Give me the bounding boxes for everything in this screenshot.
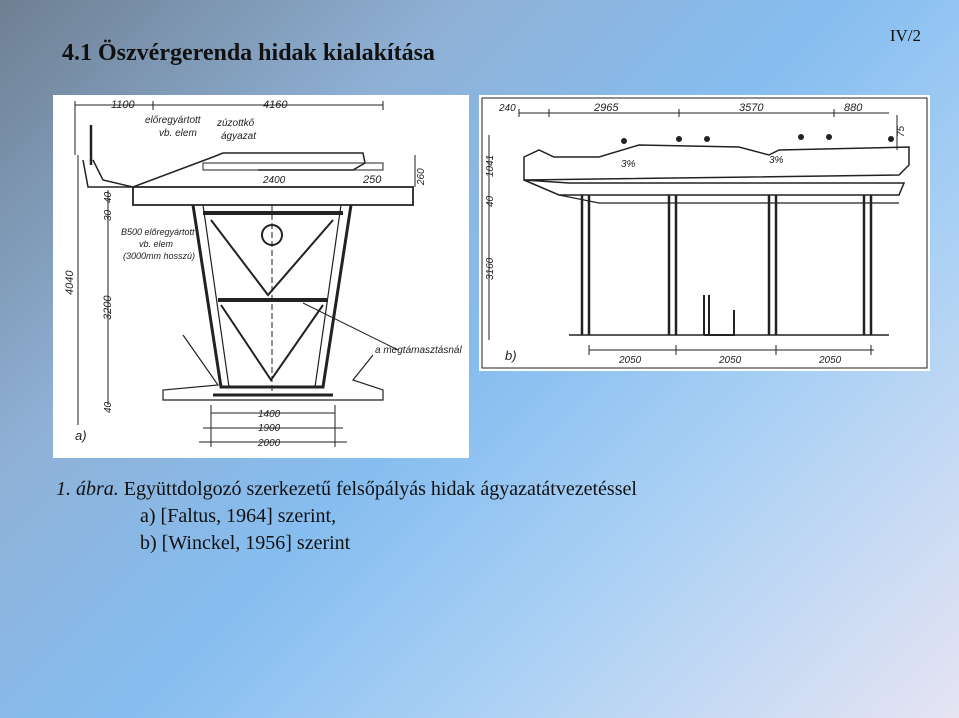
slope-1: 3% bbox=[621, 159, 636, 170]
dim-40: 40 bbox=[103, 191, 114, 203]
dim-4040: 4040 bbox=[64, 270, 76, 295]
note-b500-2: vb. elem bbox=[139, 239, 174, 249]
dim-260: 260 bbox=[416, 168, 427, 185]
note-b500-1: B500 előregyártott bbox=[121, 227, 195, 237]
dim-1041: 1041 bbox=[485, 154, 496, 177]
dim-1100: 1100 bbox=[111, 99, 135, 111]
note-b500-3: (3000mm hosszú) bbox=[123, 251, 196, 261]
dim-240: 240 bbox=[499, 103, 516, 114]
dim-4160: 4160 bbox=[263, 99, 288, 111]
span-3: 2050 bbox=[819, 355, 842, 366]
dim-1900: 1900 bbox=[258, 423, 281, 434]
caption-line-3: b) [Winckel, 1956] szerint bbox=[140, 532, 351, 554]
dim-1400: 1400 bbox=[258, 409, 281, 420]
dim-40-b: 40 bbox=[485, 195, 496, 207]
dim-250: 250 bbox=[363, 174, 382, 186]
note-ballast-1: zúzottkő bbox=[217, 118, 255, 129]
figure-a-drawing bbox=[53, 95, 469, 458]
figure-a-panel bbox=[53, 95, 469, 458]
dim-3570: 3570 bbox=[739, 102, 764, 114]
caption-prefix: 1. ábra. bbox=[56, 478, 119, 500]
span-1: 2050 bbox=[619, 355, 642, 366]
note-support: a megtámasztásnál bbox=[375, 345, 462, 356]
dim-3200: 3200 bbox=[102, 295, 114, 320]
dim-3160: 3160 bbox=[485, 257, 496, 280]
page-number: IV/2 bbox=[889, 26, 921, 45]
note-ballast-2: ágyazat bbox=[221, 131, 257, 142]
note-precast-1: előregyártott bbox=[145, 115, 201, 126]
dim-2965: 2965 bbox=[594, 102, 619, 114]
dim-2400: 2400 bbox=[263, 175, 286, 186]
slope-2: 3% bbox=[769, 155, 784, 166]
figure-b-label: b) bbox=[505, 348, 517, 363]
dim-40b: 40 bbox=[103, 401, 114, 413]
figure-b-drawing bbox=[479, 95, 930, 371]
dim-880: 880 bbox=[844, 102, 863, 114]
dim-2000: 2000 bbox=[258, 438, 281, 449]
figure-a-label: a) bbox=[75, 428, 87, 443]
caption-line-2: a) [Faltus, 1964] szerint, bbox=[140, 505, 337, 527]
note-precast-2: vb. elem bbox=[159, 128, 197, 139]
caption-line-1: Együttdolgozó szerkezetű felsőpályás hidak ágyazatátvezetéssel bbox=[123, 478, 637, 500]
page-title: 4.1 Öszvérgerenda hidak kialakítása bbox=[62, 40, 435, 66]
figure-caption bbox=[56, 476, 637, 557]
dim-30: 30 bbox=[103, 209, 114, 221]
figure-b-panel bbox=[479, 95, 930, 371]
dim-75: 75 bbox=[896, 125, 907, 137]
span-2: 2050 bbox=[719, 355, 742, 366]
